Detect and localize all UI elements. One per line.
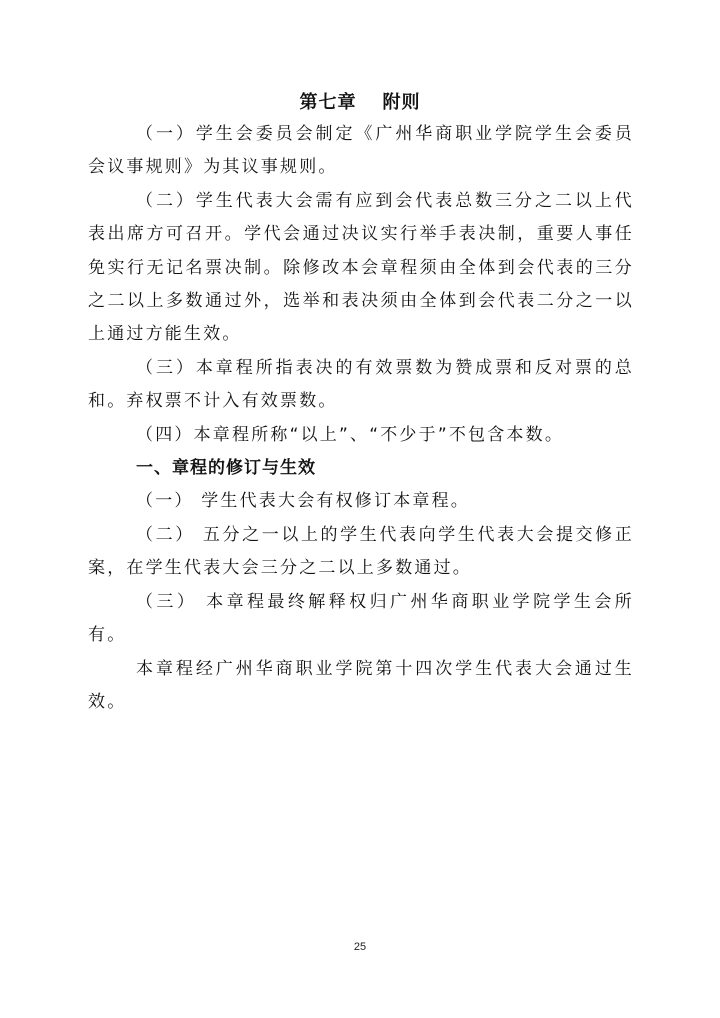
section-item-2: （二） 五分之一以上的学生代表向学生代表大会提交修正案，在学生代表大会三分之二以上多数通过。 [88,524,634,579]
paragraph-article-2: （二）学生代表大会需有应到会代表总数三分之二以上代表出席方可召开。学代会通过决议实行举手表决制，重要人事任免实行无记名票决制。除修改本会章程须由全体到会代表的三分之二以上多数通过外，选举和表决须由全体到会代表二分之一以上通过方能生效。 [88,190,634,345]
section-item-3: （三） 本章程最终解释权归广州华商职业学院学生会所有。 [88,591,634,646]
section-item-1: （一） 学生代表大会有权修订本章程。 [136,491,471,512]
paragraph-article-1: （一）学生会委员会制定《广州华商职业学院学生会委员会议事规则》为其议事规则。 [88,124,634,178]
closing-paragraph: 本章程经广州华商职业学院第十四次学生代表大会通过生效。 [88,658,634,712]
document-body [88,118,634,719]
page-number: 25 [353,941,367,953]
section-heading: 一、章程的修订与生效 [136,458,316,479]
chapter-name: 附则 [382,92,421,113]
chapter-number: 第七章 [299,92,357,113]
chapter-title [0,88,720,114]
paragraph-article-4: （四）本章程所称“以上”、“不少于”不包含本数。 [136,424,565,445]
paragraph-article-3: （三）本章程所指表决的有效票数为赞成票和反对票的总和。弃权票不计入有效票数。 [88,357,634,412]
